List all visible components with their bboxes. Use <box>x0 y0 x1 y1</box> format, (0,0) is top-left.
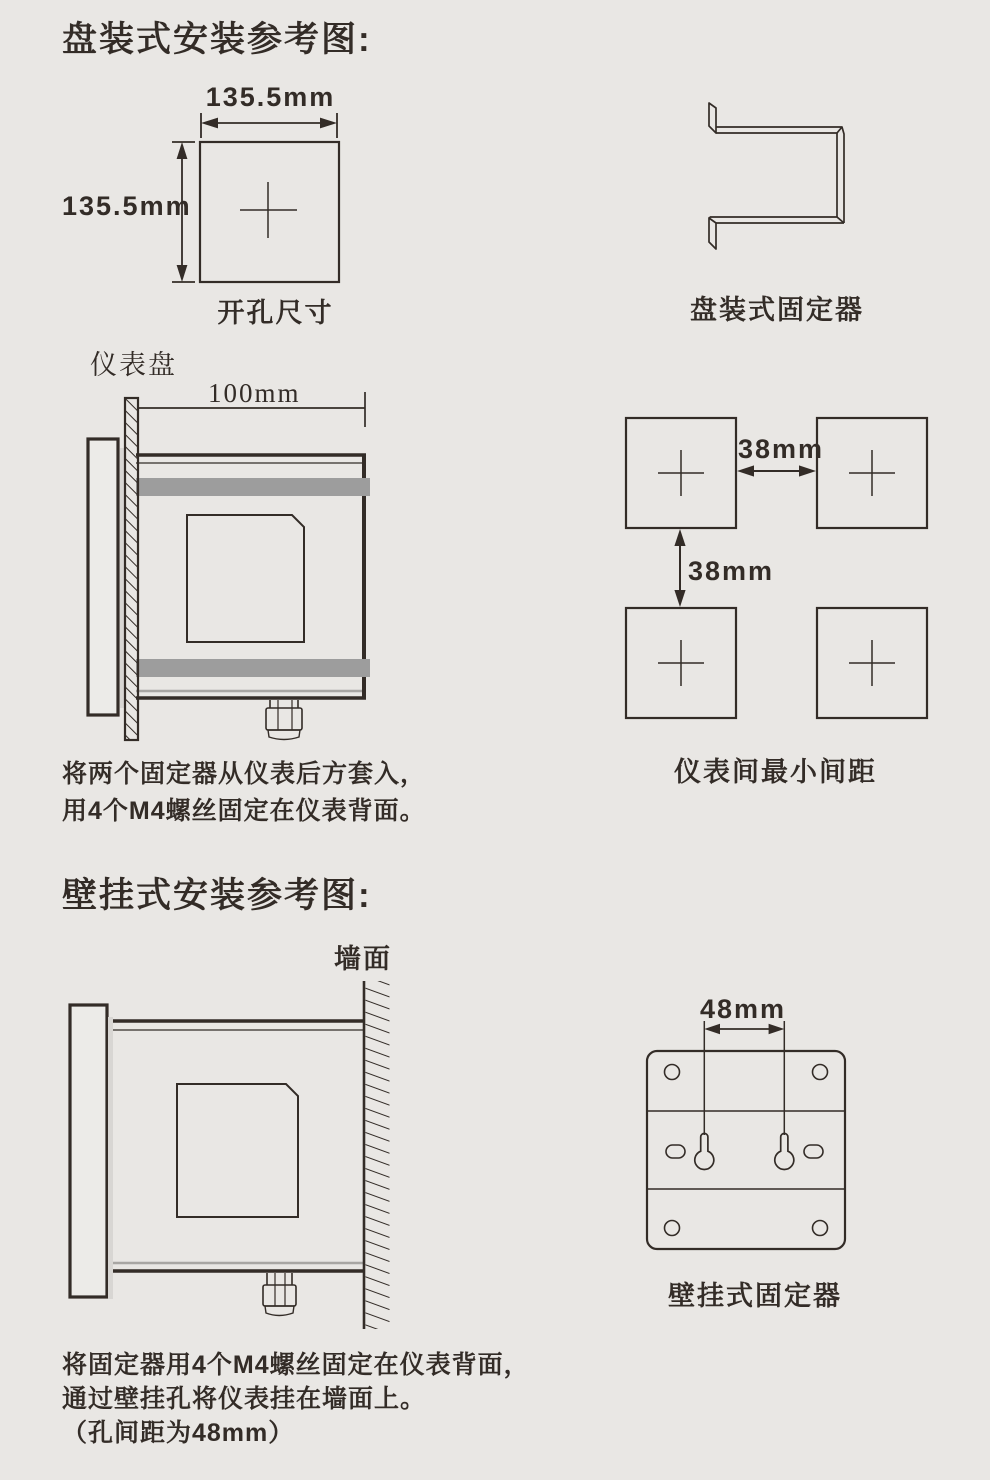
bracket-outer-edge <box>716 127 844 223</box>
vertical-spacing-arrow <box>674 529 685 607</box>
wall-note-line-1: 将固定器用4个M4螺丝固定在仪表背面， <box>62 1351 530 1379</box>
bracket-inner-edge <box>716 133 837 217</box>
keyhole-left <box>695 1133 714 1169</box>
corner-hole <box>665 1065 680 1080</box>
panel-hatch-bar <box>125 398 138 740</box>
corner-hole <box>813 1065 828 1080</box>
hole-spacing-arrow <box>704 1021 784 1135</box>
corner-hole <box>813 1221 828 1236</box>
side-slot <box>804 1145 823 1158</box>
cutout-height-label: 135.5mm <box>62 191 192 221</box>
side-slot <box>666 1145 685 1158</box>
hole-spacing-label: 48mm <box>700 994 787 1024</box>
width-dimension-arrow <box>201 113 337 138</box>
cutout-diagram <box>165 105 365 290</box>
instrument-bezel <box>88 439 118 715</box>
depth-dimension-label: 100mm <box>208 378 301 408</box>
panel-note <box>62 756 426 830</box>
cutout-square <box>200 142 339 282</box>
wall-mount-side-view <box>58 973 398 1333</box>
spacing-caption: 仪表间最小间距 <box>674 757 877 787</box>
panel-mount-side-view <box>78 388 378 748</box>
wall-note-line-3: （孔间距为48mm） <box>62 1419 295 1447</box>
height-dimension-arrow <box>172 142 195 282</box>
wall-note <box>62 1348 530 1450</box>
wall-hatch <box>366 981 390 1329</box>
case-lip <box>108 1017 113 1299</box>
wall-plate-diagram <box>630 985 870 1275</box>
wall-section-title: 壁挂式安装参考图: <box>62 876 372 915</box>
wall-plate-caption: 壁挂式固定器 <box>668 1281 842 1311</box>
depth-dimension-line <box>138 392 365 427</box>
fixer-bar-top <box>136 478 370 496</box>
panel-note-line-2: 用4个M4螺丝固定在仪表背面。 <box>62 797 426 825</box>
instrument-bezel <box>70 1005 107 1297</box>
cable-gland <box>266 700 302 740</box>
panel-bracket-drawing <box>690 90 870 260</box>
corner-hole <box>665 1221 680 1236</box>
vertical-spacing-label: 38mm <box>688 556 775 586</box>
instrument-panel-label: 仪表盘 <box>90 350 177 380</box>
cable-gland <box>263 1273 296 1316</box>
keyhole-right <box>775 1133 794 1169</box>
fixer-bar-bottom <box>136 659 370 677</box>
label-window <box>187 515 304 642</box>
label-window <box>177 1084 298 1217</box>
horizontal-spacing-label: 38mm <box>738 434 825 464</box>
wall-surface-label: 墙面 <box>334 944 392 974</box>
horizontal-spacing-arrow <box>737 465 816 476</box>
panel-bracket-caption: 盘装式固定器 <box>690 295 864 325</box>
panel-section-title: 盘装式安装参考图: <box>62 20 372 59</box>
instrument-body <box>113 1021 364 1271</box>
cutout-width-label: 135.5mm <box>205 82 336 112</box>
bracket-top-flange <box>709 103 716 133</box>
wall-note-line-2: 通过壁挂孔将仪表挂在墙面上。 <box>62 1385 427 1413</box>
mount-plate <box>647 1051 845 1249</box>
panel-note-line-1: 将两个固定器从仪表后方套入， <box>62 760 427 788</box>
center-cross <box>240 182 297 238</box>
bracket-bottom-flange <box>709 218 716 249</box>
cutout-caption: 开孔尺寸 <box>217 298 334 328</box>
